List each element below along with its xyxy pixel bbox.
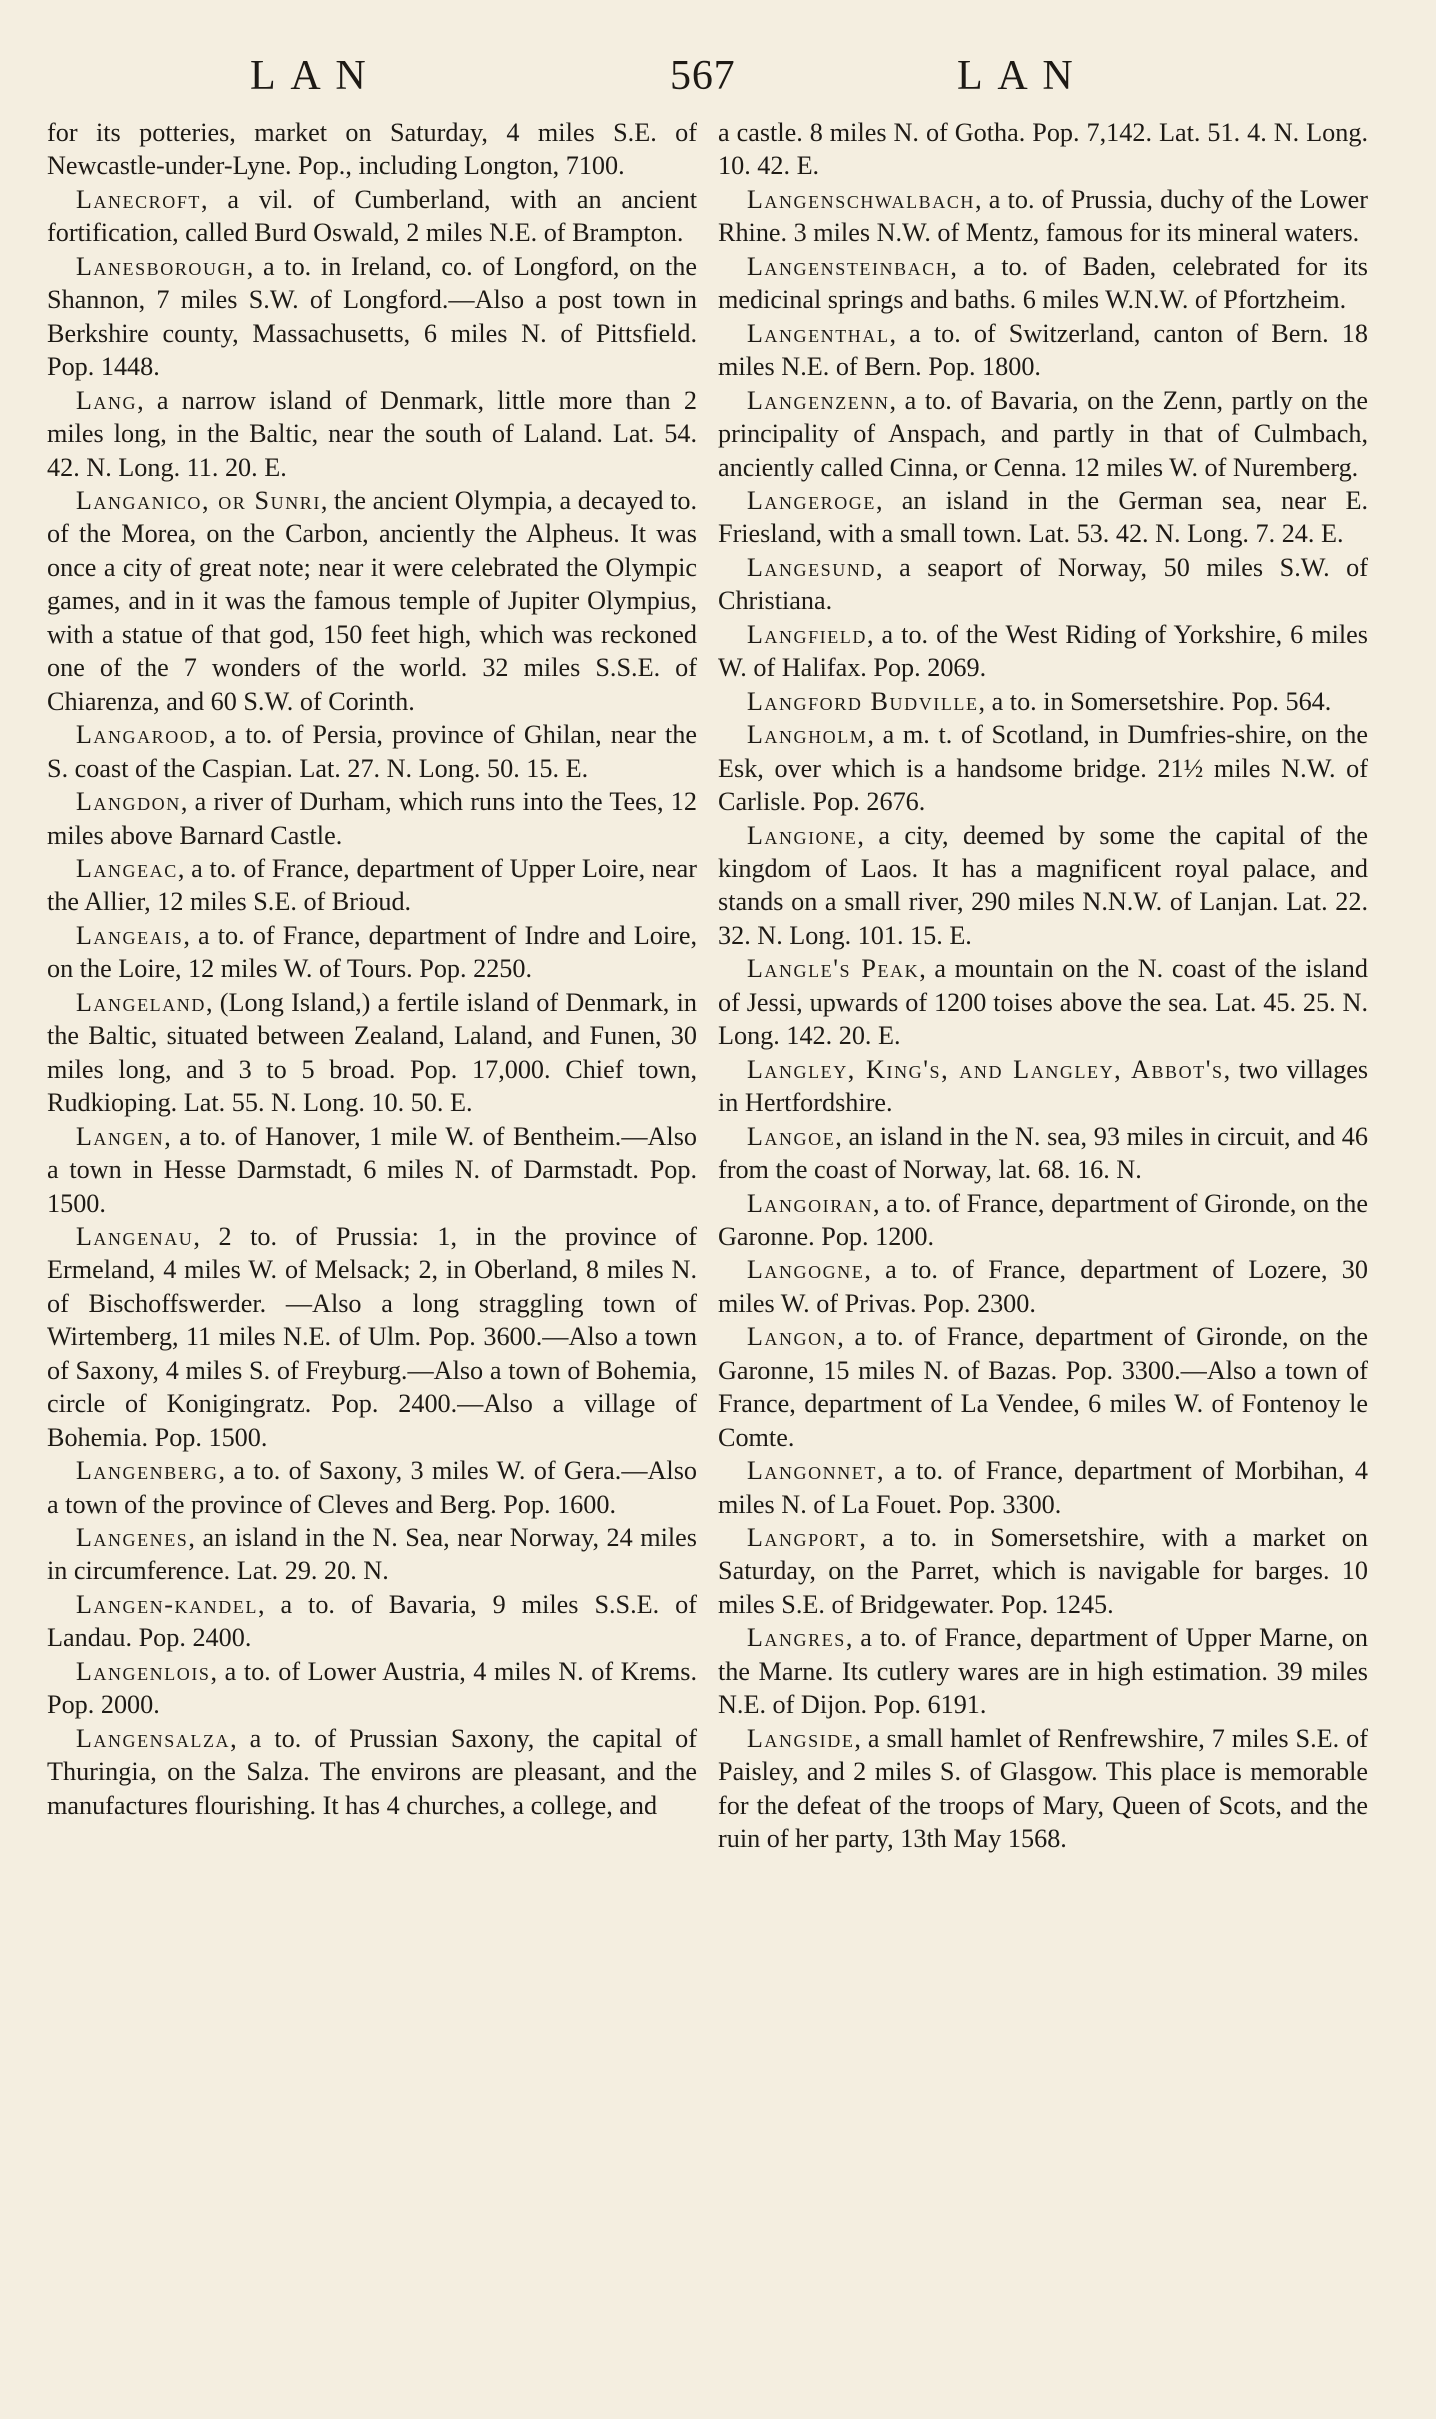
entry-text: , a to. of Lower Austria, 4 miles N. of Krems. Pop. 2000. bbox=[47, 1656, 697, 1720]
gazetteer-entry bbox=[718, 317, 1368, 384]
entry-text: , (Long Island,) a fertile island of Denmark, in the Baltic, situated between Zealand, Laland, and Funen, 30 miles long, and 3 to 5 broad. Pop. 17,000. Chief town, Rudkioping. Lat. 55. N. Long. 10. 50. E. bbox=[47, 987, 697, 1118]
gazetteer-entry bbox=[718, 183, 1368, 250]
gazetteer-entry bbox=[47, 785, 697, 852]
gazetteer-entry bbox=[47, 1655, 697, 1722]
entry-text: , two villages in Hertfordshire. bbox=[718, 1054, 1369, 1118]
entry-text: , a to. of France, department of Indre and Loire, on the Loire, 12 miles W. of Tours. Pop. 2250. bbox=[47, 920, 697, 984]
entry-text: , a to. of France, department of Gironde, on the Garonne, 15 miles N. of Bazas. Pop. 3300.—Also a town of France, department of La Vendee, 6 miles W. of Fontenoy le Comte. bbox=[718, 1322, 1368, 1452]
entry-text: , an island in the N. sea, 93 miles in circuit, and 46 from the coast of Norway, lat. 68. 16. N. bbox=[718, 1121, 1368, 1185]
entry-headword: Langford Budville bbox=[746, 686, 979, 716]
entry-text: , a to. of Bavaria, on the Zenn, partly on the principality of Anspach, and partly in that of Culmbach, anciently called Cinna, or Cenna. 12 miles W. of Nuremberg. bbox=[718, 385, 1368, 482]
entry-text: a castle. 8 miles N. of Gotha. Pop. 7,142. Lat. 51. 4. N. Long. 10. 42. E. bbox=[718, 118, 1368, 181]
gazetteer-entry bbox=[718, 618, 1368, 685]
entry-headword: Langenzenn bbox=[746, 385, 890, 415]
gazetteer-entry bbox=[718, 1253, 1368, 1320]
entry-headword: Langogne bbox=[746, 1255, 865, 1285]
entry-headword: Langanico, or Sunri bbox=[75, 485, 321, 515]
entry-headword: Lanecroft bbox=[75, 184, 201, 214]
gazetteer-entry bbox=[718, 551, 1368, 618]
header-right-guide-word: LAN bbox=[957, 53, 1088, 99]
entry-text: , a vil. of Cumberland, with an ancient fortification, called Burd Oswald, 2 miles N.E. of Brampton. bbox=[47, 184, 697, 248]
entry-text: , an island in the N. Sea, near Norway, 24 miles in circumference. Lat. 29. 20. N. bbox=[47, 1523, 697, 1586]
gazetteer-entry bbox=[47, 852, 697, 919]
entry-headword: Langenberg bbox=[75, 1456, 219, 1486]
entry-headword: Langesund bbox=[746, 552, 876, 582]
entry-text: , a to. of Prussian Saxony, the capital of Thuringia, on the Salza. The environs are pleasant, and the manufactures flourishing. It has 4 churches, a college, and bbox=[47, 1723, 697, 1820]
gazetteer-entry bbox=[718, 250, 1368, 317]
gazetteer-entry bbox=[47, 1220, 697, 1454]
gazetteer-entry bbox=[718, 384, 1368, 484]
entry-headword: Langenthal bbox=[746, 318, 890, 348]
gazetteer-entry bbox=[47, 986, 697, 1120]
entry-headword: Langenes bbox=[75, 1523, 189, 1553]
right-column bbox=[718, 116, 1368, 1856]
entry-headword: Langholm bbox=[746, 720, 868, 750]
gazetteer-entry bbox=[718, 718, 1368, 818]
gazetteer-entry bbox=[718, 1120, 1368, 1187]
entry-headword: Langle's Peak bbox=[746, 954, 920, 984]
entry-text: , a to. of Hanover, 1 mile W. of Bentheim.—Also a town in Hesse Darmstadt, 6 miles N. of Darmstadt. Pop. 1500. bbox=[47, 1121, 697, 1218]
gazetteer-entry bbox=[718, 484, 1368, 551]
entry-text: , the ancient Olympia, a decayed to. of the Morea, on the Carbon, anciently the Alpheus. It was once a city of great note; near it were celebrated the Olympic games, and in it was the famous temple of Jupiter Olympius, with a statue of that god, 150 feet high, which was reckoned one of the 7 wonders of the world. 32 miles S.S.E. of Chiarenza, and 60 S.W. of Corinth. bbox=[47, 485, 697, 716]
entry-text: , a city, deemed by some the capital of the kingdom of Laos. It has a magnificent royal palace, and stands on a small river, 290 miles N.N.W. of Lanjan. Lat. 22. 32. N. Long. 101. 15. E. bbox=[718, 820, 1368, 950]
entry-text: , a to. of France, department of Gironde, on the Garonne. Pop. 1200. bbox=[718, 1188, 1368, 1251]
entry-headword: Langenlois bbox=[75, 1656, 211, 1686]
page-number: 567 bbox=[670, 53, 736, 99]
entry-text: , a mountain on the N. coast of the island of Jessi, upwards of 1200 toises above the sea. Lat. 45. 25. N. Long. 142. 20. E. bbox=[718, 954, 1368, 1051]
gazetteer-entry bbox=[47, 1722, 697, 1822]
entry-headword: Langenschwalbach bbox=[746, 184, 975, 214]
entry-headword: Langport bbox=[746, 1523, 860, 1553]
entry-headword: Langensalza bbox=[75, 1723, 231, 1753]
gazetteer-entry bbox=[47, 1120, 697, 1220]
entry-headword: Langres bbox=[746, 1623, 846, 1653]
gazetteer-entry bbox=[47, 1454, 697, 1521]
gazetteer-entry bbox=[718, 685, 1368, 718]
entry-text: , a river of Durham, which runs into the Tees, 12 miles above Barnard Castle. bbox=[47, 787, 697, 850]
gazetteer-entry bbox=[47, 1588, 697, 1655]
entry-headword: Langley, King's, and Langley, Abbot's bbox=[746, 1054, 1224, 1084]
entry-text: , a to. of Saxony, 3 miles W. of Gera.—Also a town of the province of Cleves and Berg. Pop. 1600. bbox=[47, 1456, 697, 1519]
entry-headword: Langeroge bbox=[746, 485, 876, 515]
entry-text: , a to. of France, department of Upper Loire, near the Allier, 12 miles S.E. of Brioud. bbox=[47, 853, 697, 917]
entry-text: , an island in the German sea, near E. Friesland, with a small town. Lat. 53. 42. N. Long. 7. 24. E. bbox=[718, 485, 1368, 549]
entry-headword: Langeais bbox=[75, 920, 184, 950]
gazetteer-entry bbox=[718, 1521, 1368, 1621]
entry-text: , a to. of Persia, province of Ghilan, near the S. coast of the Caspian. Lat. 27. N. Long. 50. 15. E. bbox=[47, 720, 697, 783]
gazetteer-entry bbox=[718, 1053, 1368, 1120]
entry-headword: Langfield bbox=[746, 619, 867, 649]
gazetteer-entry bbox=[718, 952, 1368, 1052]
entry-text: , a narrow island of Denmark, little more than 2 miles long, in the Baltic, near the south of Laland. Lat. 54. 42. N. Long. 11. 20. E. bbox=[47, 385, 697, 482]
gazetteer-entry bbox=[718, 819, 1368, 953]
entry-headword: Langon bbox=[746, 1322, 838, 1352]
entry-headword: Langensteinbach bbox=[746, 251, 951, 281]
running-header bbox=[0, 52, 1436, 112]
entry-text: , a to. of Baden, celebrated for its medicinal springs and baths. 6 miles W.N.W. of Pfortzheim. bbox=[718, 251, 1368, 315]
entry-text: for its potteries, market on Saturday, 4 miles S.E. of Newcastle-under-Lyne. Pop., including Longton, 7100. bbox=[47, 118, 697, 181]
entry-headword: Langenau bbox=[75, 1221, 194, 1251]
gazetteer-entry bbox=[47, 484, 697, 718]
entry-text: , a to. of the West Riding of Yorkshire, 6 miles W. of Halifax. Pop. 2069. bbox=[718, 619, 1368, 683]
entry-headword: Langonnet bbox=[746, 1456, 877, 1486]
gazetteer-entry bbox=[718, 1187, 1368, 1254]
entry-headword: Lang bbox=[75, 385, 138, 415]
entry-text: , a m. t. of Scotland, in Dumfries-shire, on the Esk, over which is a handsome bridge. 21½ miles N.W. of Carlisle. Pop. 2676. bbox=[718, 720, 1368, 817]
entry-text: , a seaport of Norway, 50 miles S.W. of Christiana. bbox=[718, 552, 1368, 616]
gazetteer-entry bbox=[47, 718, 697, 785]
entry-headword: Langside bbox=[746, 1723, 855, 1753]
entry-text: , a to. of France, department of Upper Marne, on the Marne. Its cutlery wares are in high estimation. 39 miles N.E. of Dijon. Pop. 6191. bbox=[718, 1623, 1368, 1720]
gazetteer-entry bbox=[718, 1722, 1368, 1856]
entry-headword: Langen bbox=[75, 1121, 165, 1151]
entry-headword: Langeac bbox=[75, 853, 178, 883]
entry-headword: Langdon bbox=[75, 787, 181, 817]
entry-headword: Langeland bbox=[75, 987, 206, 1017]
header-left-guide-word: LAN bbox=[250, 53, 381, 99]
entry-text: , a to. of Bavaria, 9 miles S.S.E. of Landau. Pop. 2400. bbox=[47, 1589, 697, 1653]
entry-headword: Langione bbox=[746, 820, 858, 850]
entry-text: , a to. in Somersetshire, with a market on Saturday, on the Parret, which is navigable for barges. 10 miles S.E. of Bridgewater. Pop. 1245. bbox=[718, 1523, 1368, 1619]
gazetteer-entry bbox=[718, 1454, 1368, 1521]
gazetteer-entry bbox=[718, 1621, 1368, 1721]
continued-entry bbox=[718, 116, 1368, 183]
entry-headword: Langarood bbox=[75, 720, 209, 750]
entry-headword: Langoe bbox=[746, 1121, 836, 1151]
entry-text: , a to. of Prussia, duchy of the Lower Rhine. 3 miles N.W. of Mentz, famous for its mineral waters. bbox=[718, 184, 1368, 248]
continued-entry bbox=[47, 116, 697, 183]
entry-text: , 2 to. of Prussia: 1, in the province of Ermeland, 4 miles W. of Melsack; 2, in Oberland, 8 miles N. of Bischoffswerder. —Also a long straggling town of Wirtemberg, 11 miles N.E. of Ulm. Pop. 3600.—Also a town of Saxony, 4 miles S. of Freyburg.—Also a town of Bohemia, circle of Konigingratz. Pop. 2400.—Also a village of Bohemia. Pop. 1500. bbox=[47, 1221, 697, 1452]
gazetteer-entry bbox=[718, 1320, 1368, 1454]
entry-text: , a to. in Somersetshire. Pop. 564. bbox=[978, 686, 1332, 716]
entry-headword: Langoiran bbox=[746, 1188, 873, 1218]
left-column bbox=[47, 116, 697, 1822]
entry-text: , a to. in Ireland, co. of Longford, on the Shannon, 7 miles S.W. of Longford.—Also a post town in Berkshire county, Massachusetts, 6 miles N. of Pittsfield. Pop. 1448. bbox=[47, 251, 697, 382]
entry-headword: Langen-kandel bbox=[75, 1589, 258, 1619]
entry-text: , a small hamlet of Renfrewshire, 7 miles S.E. of Paisley, and 2 miles S. of Glasgow. This place is memorable for the defeat of the troops of Mary, Queen of Scots, and the ruin of her party, 13th May 1568. bbox=[718, 1723, 1368, 1854]
entry-headword: Lanesborough bbox=[75, 251, 247, 281]
gazetteer-entry bbox=[47, 384, 697, 484]
gazetteer-entry bbox=[47, 250, 697, 384]
entry-text: , a to. of France, department of Lozere, 30 miles W. of Privas. Pop. 2300. bbox=[718, 1255, 1368, 1318]
gazetteer-entry bbox=[47, 1521, 697, 1588]
gazetteer-entry bbox=[47, 919, 697, 986]
entry-text: , a to. of France, department of Morbihan, 4 miles N. of La Fouet. Pop. 3300. bbox=[718, 1456, 1368, 1519]
gazetteer-entry bbox=[47, 183, 697, 250]
entry-text: , a to. of Switzerland, canton of Bern. 18 miles N.E. of Bern. Pop. 1800. bbox=[718, 318, 1368, 382]
